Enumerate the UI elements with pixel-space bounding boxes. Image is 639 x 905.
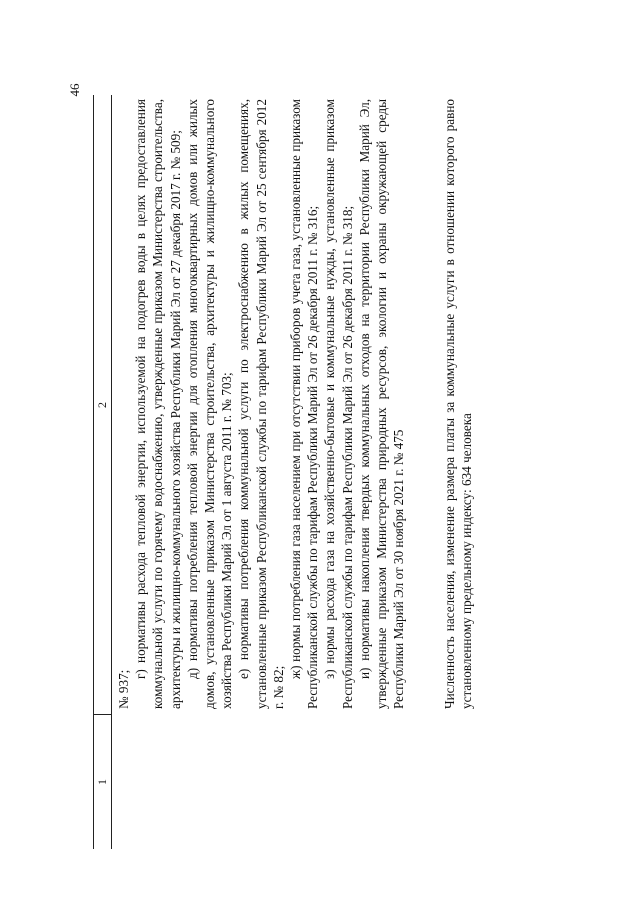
paragraph-g: г) нормативы расхода тепловой энергии, используемой на подогрев воды в целях предоставления коммунальной услуги по горячему водоснабжению, утвержденные приказом Министерства строительства, архитектуры и жилищно-коммунального хозяйства Республики Марий Эл от 27 декабря 2017 г. № 509;: [133, 99, 183, 709]
paragraph-z: з) нормы расхода газа на хозяйственно-бытовые и коммунальные нужды, установленные приказом Республиканской службы по тарифам Республики Марий Эл от 26 декабря 2011 г. № 318;: [322, 99, 355, 709]
table-header-border: [111, 95, 112, 849]
paragraph-continuation: № 937;: [116, 669, 131, 709]
paragraph-e: е) нормативы потребления коммунальной услуги по электроснабжению в жилых помещениях, установленные приказом Республиканской службы по тарифам Республики Марий Эл от 25 сентября 2012 г. № 82;: [236, 99, 286, 709]
column-number-2: 2: [95, 402, 109, 408]
rotated-content: [93, 95, 525, 849]
paragraph-i: и) нормативы накопления твердых коммунальных отходов на территории Республики Марий Эл, утвержденные приказом Министерства природных ресурсов, экологии и охраны окружающей среды Республики Марий Эл от 30 ноября 2021 г. № 475: [356, 99, 407, 709]
table: [93, 95, 423, 849]
column-number-1: 1: [95, 779, 109, 785]
page-number: 46: [67, 83, 82, 97]
population-note-text: Численность населения, изменение размера платы за коммунальные услуги в отношении которого равно установленному предельному индексу: 634 человека: [442, 99, 475, 709]
table-cell-text: [115, 99, 407, 709]
population-note: [441, 99, 475, 709]
table-top-border: [93, 95, 94, 849]
paragraph-d: д) нормативы потребления тепловой энергии для отопления многоквартирных домов или жилых домов, установленные приказом Министерства строительства, архитектуры и жилищно-коммунального хозяйства Республики Марий Эл от 1 августа 2011 г. № 703;: [184, 99, 235, 709]
paragraph-zh: ж) нормы потребления газа населением при отсутствии приборов учета газа, установленные приказом Республиканской службы по тарифам Республики Марий Эл от 26 декабря 2011 г. № 316;: [288, 99, 321, 709]
